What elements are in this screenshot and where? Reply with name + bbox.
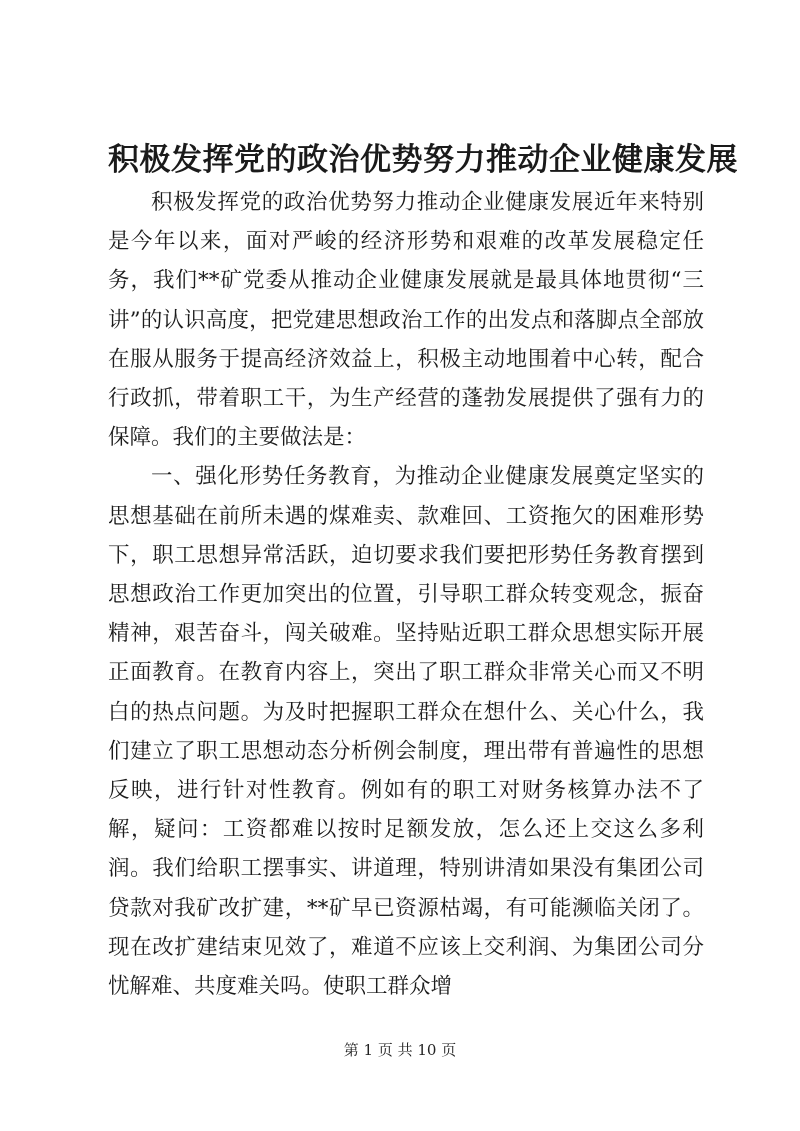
paragraph-intro: 积极发挥党的政治优势努力推动企业健康发展近年来特别是今年以来，面对严峻的经济形势和艰难的改革发展稳定任务，我们**矿党委从推动企业健康发展就是最具体地贯彻“三讲”的认识高度，把党建思想政治工作的出发点和落脚点全部放在服从服务于提高经济效益上，积极主动地围着中心转，配合行政抓，带着职工干，为生产经营的蓬勃发展提供了强有力的保障。我们的主要做法是： <box>108 190 704 451</box>
document-title: 积极发挥党的政治优势努力推动企业健康发展 <box>108 142 738 178</box>
document-body <box>108 183 704 1006</box>
paragraph-section-one: 一、强化形势任务教育，为推动企业健康发展奠定坚实的思想基础在前所未遇的煤难卖、款难回、工资拖欠的困难形势下，职工思想异常活跃，迫切要求我们要把形势任务教育摆到思想政治工作更加突出的位置，引导职工群众转变观念，振奋精神，艰苦奋斗，闯关破难。坚持贴近职工群众思想实际开展正面教育。在教育内容上，突出了职工群众非常关心而又不明白的热点问题。为及时把握职工群众在想什么、关心什么，我们建立了职工思想动态分析例会制度，理出带有普遍性的思想反映，进行针对性教育。例如有的职工对财务核算办法不了解，疑问：工资都难以按时足额发放，怎么还上交这么多利润。我们给职工摆事实、讲道理，特别讲清如果没有集团公司贷款对我矿改扩建，**矿早已资源枯竭，有可能濒临关闭了。现在改扩建结束见效了，难道不应该上交利润、为集团公司分忧解难、共度难关吗。使职工群众增 <box>108 464 704 1000</box>
page-footer <box>0 1040 800 1060</box>
page-number-label: 第 1 页 共 10 页 <box>343 1041 457 1059</box>
